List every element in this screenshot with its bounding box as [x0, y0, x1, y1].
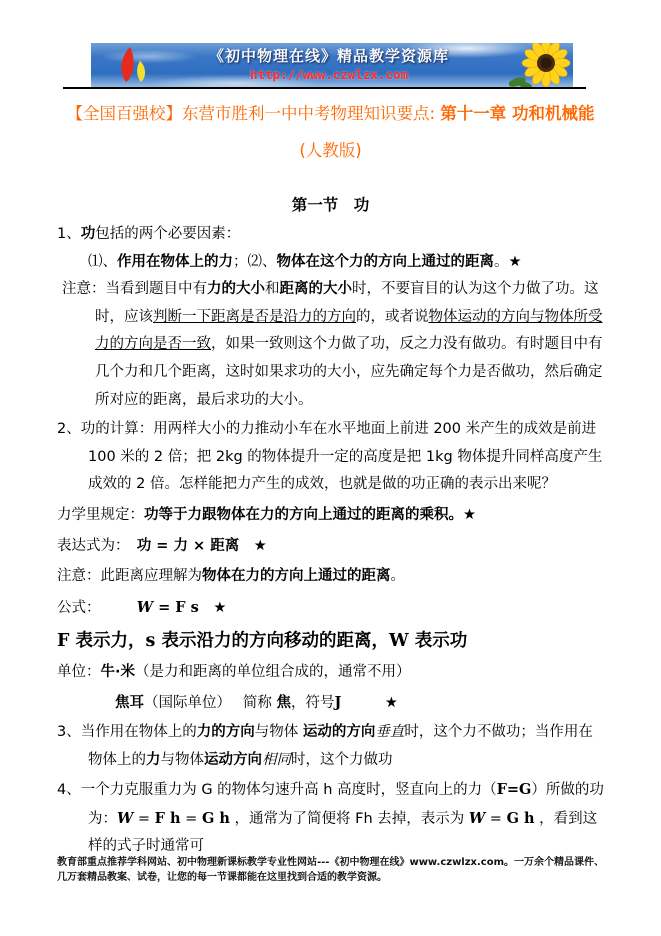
sunflower-icon [509, 43, 571, 88]
text-segment: 单位： [57, 663, 101, 680]
text-segment: 运动的方向 [302, 724, 376, 741]
text-segment: 和 [265, 281, 280, 298]
paragraph [57, 416, 606, 499]
text-segment: = [133, 810, 155, 827]
text-segment: 。★ [494, 253, 522, 270]
text-segment: W [468, 809, 486, 827]
paragraph [57, 563, 606, 591]
banner-site-url: http://www.czwlzx.com [249, 67, 409, 82]
text-segment: 功等于力跟物体在力的方向上通过的距离的乘积。 [144, 506, 463, 523]
text-segment: 物体在力的方向上通过的距离 [202, 568, 391, 585]
section-heading: 第一节 功 [291, 196, 370, 214]
document-body [0, 221, 661, 861]
text-segment: （国际单位） 简称 [144, 694, 277, 711]
text-segment: 判断一下距离是否是沿力的方向 [153, 308, 356, 325]
text-segment: 垂直 [375, 724, 405, 741]
text-segment: 牛·米 [100, 663, 136, 680]
text-segment: F s [175, 598, 199, 616]
text-segment: 时，这个力不做功；当作用在物体上的 [88, 724, 593, 768]
text-segment: ，看到这样的式子时通常可 [88, 810, 598, 855]
text-segment: 与物体 [254, 724, 303, 741]
text-segment: 表达式为： [57, 537, 137, 554]
text-segment: 注意：当看到题目中有 [62, 281, 207, 298]
site-banner [91, 43, 573, 88]
text-segment: ，符号 [290, 694, 335, 711]
text-segment: 物体运动的方向与物体所受力的方向是否一致 [95, 308, 603, 353]
text-segment: J [334, 693, 342, 711]
text-segment: 表示功 [408, 631, 468, 652]
flame-logo-icon [113, 46, 157, 88]
text-segment: 表示沿力的方向移动的距离， [155, 631, 389, 652]
text-segment: W [117, 809, 134, 827]
text-segment: ★ [213, 599, 227, 616]
text-segment: ，通常为了简便将 Fh 去掉，表示为 [229, 810, 469, 827]
text-segment: 力的大小 [207, 281, 265, 298]
text-segment: = [153, 598, 176, 616]
page-title [57, 95, 605, 169]
paragraph [57, 776, 606, 861]
text-segment: = [485, 810, 507, 827]
text-segment: 距离的大小 [279, 281, 352, 298]
text-segment: ）所做的功为： [88, 782, 604, 827]
text-segment: 功 [80, 226, 96, 242]
text-segment: 2、功的计算：用两样大小的力推动小车在水平地面上前进 200 米产生的成效是前进 100 米的 2 倍；把 2kg 的物体提升一定的高度是把 1kg 物体提升同样高度产生成效的 2 倍。怎样能把力产生的成效，也就是做的功正确的表示出来呢？ [57, 421, 603, 493]
text-segment [341, 695, 385, 711]
paragraph [57, 594, 606, 623]
text-segment: ；⑵、 [233, 253, 277, 270]
text-segment: 力学里规定： [57, 506, 144, 523]
text-segment: G h [506, 809, 535, 827]
text-segment: (人教版) [299, 141, 362, 160]
paragraph [62, 276, 606, 414]
text-segment: 功 = 力 × 距离 [136, 537, 240, 554]
text-segment: 公式： [57, 599, 137, 616]
text-segment: 与物体 [160, 751, 204, 768]
text-segment: G h [201, 809, 230, 827]
text-segment: ，如果一致则这个力做了功，反之力没有做功。有时题目中有几个力和几个距离，这时如果求功的大小，应先确定每个力是否做功，然后确定所对应的距离，最后求功的大小。 [95, 336, 603, 408]
paragraph [57, 659, 606, 687]
text-segment: ★ [253, 537, 267, 554]
text-segment: 焦耳 [115, 694, 144, 711]
banner-text-block [161, 45, 497, 82]
text-segment: 力的方向 [196, 724, 255, 741]
text-segment [239, 538, 254, 554]
text-segment: 焦 [276, 694, 291, 711]
header-divider [63, 87, 586, 89]
text-segment: = [180, 810, 202, 827]
text-segment: 第十一章 功和机械能 [440, 104, 595, 123]
text-segment: F h [154, 809, 181, 827]
footer-line: 几万套精品教案、试卷，让您的每一节课都能在这里找到合适的教学资源。 [57, 872, 387, 883]
paragraph [88, 249, 606, 277]
text-segment: 时，不要盲目的认为这个力做了功。这时，应该 [95, 281, 599, 325]
banner-site-title: 《初中物理在线》精品教学资源库 [208, 47, 449, 65]
text-segment: ★ [384, 694, 398, 711]
text-segment: 运动方向 [204, 751, 262, 768]
paragraph [115, 689, 606, 718]
document-content [0, 95, 661, 861]
text-segment: 的，或者说 [356, 308, 429, 325]
text-segment: F [57, 631, 70, 652]
text-segment: W [136, 598, 154, 616]
text-segment: 注意：此距离应理解为 [57, 568, 202, 585]
text-segment: 表示力， [69, 631, 146, 652]
text-segment: 相同 [262, 751, 291, 768]
text-segment: 。 [390, 568, 405, 585]
paragraph [57, 628, 606, 656]
paragraph [57, 533, 606, 561]
footer-note [57, 855, 625, 885]
text-segment: 作用在物体上的力 [117, 253, 233, 270]
footer-line: 教育部重点推荐学科网站、初中物理新课标教学专业性网站---《初中物理在线》www.czwlzx.com。一万余个精品课件、 [57, 857, 605, 868]
text-segment: 3、当作用在物体上的 [57, 724, 197, 741]
text-segment: 力 [146, 751, 161, 768]
text-segment: 4、一个力克服重力为 G 的物体匀速升高 h 高度时，竖直向上的力（ [57, 782, 497, 799]
text-segment: s [145, 631, 156, 652]
text-segment: F=G [496, 781, 532, 799]
paragraph [57, 221, 606, 249]
text-segment: W [388, 631, 409, 652]
text-segment: 1、 [57, 226, 81, 242]
text-segment: 包括的两个必要因素： [95, 226, 241, 242]
text-segment: ⑴、 [88, 253, 117, 270]
text-segment: （是力和距离的单位组合成的，通常不用） [135, 663, 411, 680]
text-segment: 【全国百强校】东营市胜利一中中考物理知识要点: [66, 104, 441, 123]
paragraph [57, 719, 606, 774]
text-segment: 时，这个力做功 [291, 751, 393, 768]
text-segment: ★ [463, 506, 476, 523]
paragraph [57, 502, 606, 530]
text-segment: 物体在这个力的方向上通过的距离 [276, 253, 494, 270]
text-segment [199, 600, 214, 616]
